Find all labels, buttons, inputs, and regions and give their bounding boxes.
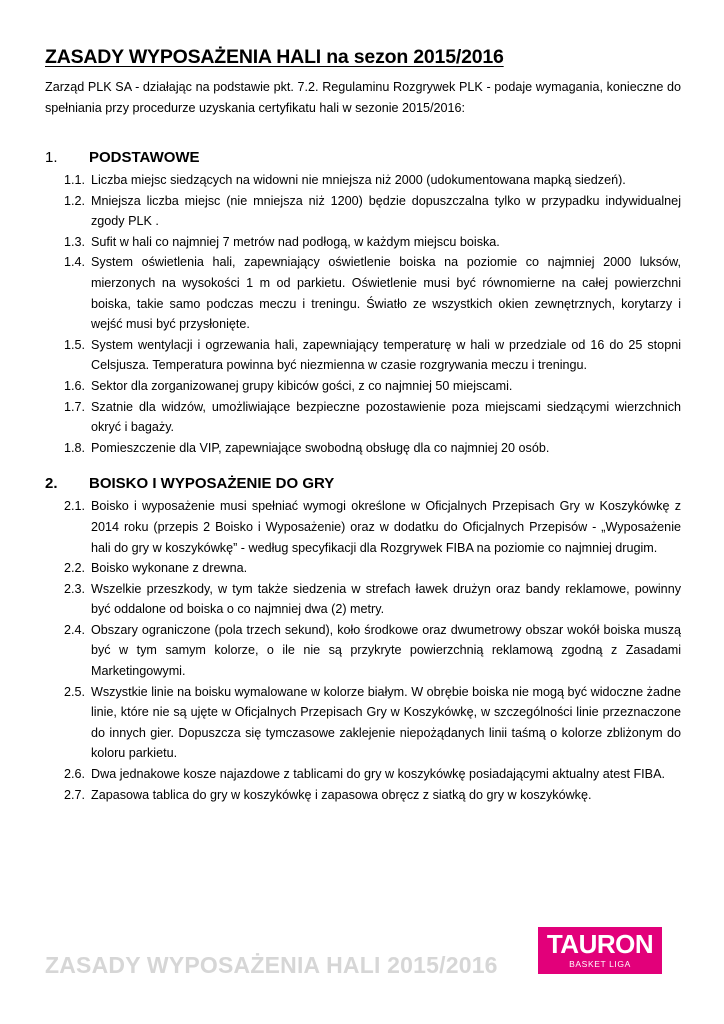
item-number: 1.5. xyxy=(64,337,86,352)
section-items xyxy=(45,496,681,805)
section-number: 1. xyxy=(45,149,58,166)
page-title: ZASADY WYPOSAŻENIA HALI na sezon 2015/2016 xyxy=(45,46,504,68)
list-item xyxy=(45,620,681,682)
item-text: Mniejsza liczba miejsc (nie mniejsza niż 1200) będzie dopuszczalna tylko w przypadku indywidualnej zgody PLK . xyxy=(91,193,681,229)
list-item xyxy=(45,682,681,764)
list-item xyxy=(45,764,681,785)
item-text: Boisko wykonane z drewna. xyxy=(91,561,248,576)
item-number: 2.1. xyxy=(64,499,86,514)
list-item xyxy=(45,496,681,558)
item-text: Sektor dla zorganizowanej grupy kibiców gości, z co najmniej 50 miejscami. xyxy=(91,378,513,393)
list-item xyxy=(45,170,681,191)
item-number: 2.2. xyxy=(64,561,86,576)
section-title: BOISKO I WYPOSAŻENIE DO GRY xyxy=(89,475,335,493)
item-text: Boisko i wyposażenie musi spełniać wymogi określone w Oficjalnych Przepisach Gry w Koszykówkę z 2014 roku (przepis 2 Boisko i Wyposażenie) oraz w dodatku do Oficjalnych Przepisów - „Wyposażenie hali do gry w koszykówkę” - według specyfikacji dla Rozgrywek FIBA na poziomie co najmniej drugim. xyxy=(91,499,681,555)
item-text: System wentylacji i ogrzewania hali, zapewniający temperaturę w hali w przedziale od 16 do 25 stopni Celsjusza. Temperatura powinna być niezmienna w czasie rozgrywania meczu i treningu. xyxy=(91,337,681,373)
item-text: Obszary ograniczone (pola trzech sekund), koło środkowe oraz dwumetrowy obszar wokół boiska muszą być w tym samym kolorze, o ile nie są przykryte powierzchnią reklamową zgodną z Zasadami Marketingowymi. xyxy=(91,622,681,679)
list-item xyxy=(45,397,681,438)
item-text: Dwa jednakowe kosze najazdowe z tablicami do gry w koszykówkę posiadającymi aktualny atest FIBA. xyxy=(91,767,665,782)
item-number: 1.1. xyxy=(64,173,86,187)
item-number: 1.2. xyxy=(64,193,86,208)
list-item xyxy=(45,579,681,620)
section xyxy=(45,149,681,458)
logo-brand: TAURON xyxy=(546,929,654,959)
section-heading xyxy=(45,149,681,166)
document-page xyxy=(45,46,681,822)
item-text: Liczba miejsc siedzących na widowni nie mniejsza niż 2000 (udokumentowana mapką siedzeń). xyxy=(91,173,626,187)
footer-title: ZASADY WYPOSAŻENIA HALI 2015/2016 xyxy=(45,952,498,978)
list-item xyxy=(45,785,681,806)
tauron-basket-liga-logo xyxy=(538,927,662,974)
list-item xyxy=(45,232,681,253)
logo-subtitle: BASKET LIGA xyxy=(569,959,631,969)
item-number: 2.6. xyxy=(64,767,86,782)
item-text: Sufit w hali co najmniej 7 metrów nad podłogą, w każdym miejscu boiska. xyxy=(91,234,500,249)
item-number: 1.3. xyxy=(64,234,86,249)
list-item xyxy=(45,376,681,397)
section-items xyxy=(45,170,681,458)
list-item xyxy=(45,191,681,232)
list-item xyxy=(45,558,681,579)
item-number: 2.3. xyxy=(64,581,86,596)
intro-paragraph: Zarząd PLK SA - działając na podstawie pkt. 7.2. Regulaminu Rozgrywek PLK - podaje wymagania, konieczne do spełniania przy procedurze uzyskania certyfikatu hali w sezonie 2015/2016: xyxy=(45,80,681,115)
item-text: Pomieszczenie dla VIP, zapewniające swobodną obsługę dla co najmniej 20 osób. xyxy=(91,440,550,455)
section-title: PODSTAWOWE xyxy=(89,149,200,166)
item-number: 2.5. xyxy=(64,684,86,699)
item-number: 2.4. xyxy=(64,622,86,637)
item-text: Szatnie dla widzów, umożliwiające bezpieczne pozostawienie poza miejscami siedzącymi wierzchnich okryć i bagaży. xyxy=(91,399,681,435)
list-item xyxy=(45,252,681,334)
item-text: System oświetlenia hali, zapewniający oświetlenie boiska na poziomie co najmniej 2000 luksów, mierzonych na wysokości 1 m od parkietu. Oświetlenie musi być równomierne na całej powierzchni boiska, takie samo podczas meczu i treningu. Światło ze wszystkich okien zewnętrznych, korytarzy i wejść musi być przysłonięte. xyxy=(91,255,681,332)
list-item xyxy=(45,335,681,376)
section-heading xyxy=(45,475,681,492)
list-item xyxy=(45,438,681,459)
item-number: 2.7. xyxy=(64,787,86,802)
item-number: 1.7. xyxy=(64,399,86,414)
section xyxy=(45,475,681,805)
item-text: Zapasowa tablica do gry w koszykówkę i zapasowa obręcz z siatką do gry w koszykówkę. xyxy=(91,787,592,802)
item-number: 1.8. xyxy=(64,440,86,455)
item-text: Wszelkie przeszkody, w tym także siedzenia w strefach ławek drużyn oraz bandy reklamowe, powinny być oddalone od boiska o co najmniej dwa (2) metry. xyxy=(91,581,681,617)
item-number: 1.6. xyxy=(64,378,86,393)
item-number: 1.4. xyxy=(64,255,86,270)
item-text: Wszystkie linie na boisku wymalowane w kolorze białym. W obrębie boiska nie mogą być widoczne żadne linie, które nie są ujęte w Oficjalnych Przepisach Gry w Koszykówkę, w szczególności linie przeznaczone do innych gier. Dopuszcza się tymczasowe zaklejenie niepożądanych linii taśmą o kolorze zbliżonym do koloru parkietu. xyxy=(91,684,681,761)
section-number: 2. xyxy=(45,475,58,493)
